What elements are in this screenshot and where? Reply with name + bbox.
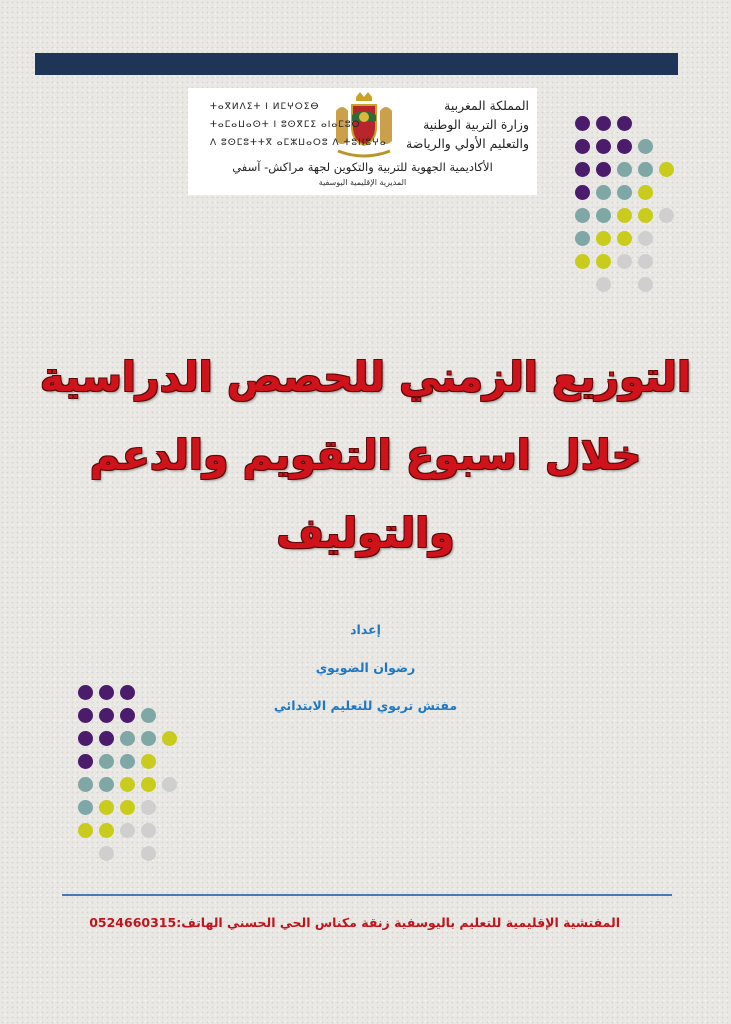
dot bbox=[141, 846, 156, 861]
institution-logo-block bbox=[188, 88, 537, 195]
dot bbox=[99, 823, 114, 838]
ministry-tifinagh bbox=[210, 98, 387, 152]
dot bbox=[575, 231, 590, 246]
dot bbox=[617, 185, 632, 200]
header-bar bbox=[35, 53, 678, 75]
footer-divider bbox=[62, 894, 672, 896]
dot bbox=[617, 231, 632, 246]
ministry-line: وزارة التربية الوطنية bbox=[423, 117, 529, 132]
ministry-line: والتعليم الأولي والرياضة bbox=[406, 136, 529, 151]
dot bbox=[638, 231, 653, 246]
dot bbox=[638, 162, 653, 177]
dot bbox=[596, 139, 611, 154]
dot bbox=[141, 708, 156, 723]
dot bbox=[141, 800, 156, 815]
dot bbox=[120, 708, 135, 723]
dot bbox=[638, 208, 653, 223]
dot bbox=[99, 777, 114, 792]
dot bbox=[596, 208, 611, 223]
dot bbox=[120, 823, 135, 838]
tifinagh-line: ⵜⴰⴳⵍⴷⵉⵜ ⵏ ⵍⵎⵖⵔⵉⴱ bbox=[210, 102, 320, 112]
dot bbox=[575, 162, 590, 177]
dot bbox=[659, 162, 674, 177]
dot bbox=[575, 116, 590, 131]
dot bbox=[141, 777, 156, 792]
dot bbox=[617, 208, 632, 223]
dot bbox=[596, 162, 611, 177]
ministry-arabic bbox=[406, 96, 529, 153]
author-name: رضوان الضويوي bbox=[315, 660, 416, 675]
dot bbox=[617, 254, 632, 269]
dot bbox=[120, 777, 135, 792]
dot bbox=[99, 846, 114, 861]
dot bbox=[99, 708, 114, 723]
dot bbox=[99, 685, 114, 700]
dot bbox=[638, 139, 653, 154]
prepared-by-label: إعداد bbox=[350, 622, 381, 637]
dot bbox=[575, 254, 590, 269]
dot bbox=[78, 708, 93, 723]
dot bbox=[78, 823, 93, 838]
dot bbox=[99, 731, 114, 746]
dot bbox=[596, 116, 611, 131]
dot bbox=[141, 823, 156, 838]
dot bbox=[596, 254, 611, 269]
dot bbox=[99, 800, 114, 815]
dot bbox=[78, 777, 93, 792]
title-line: والتوليف bbox=[276, 509, 455, 557]
title-line: خلال اسبوع التقويم والدعم bbox=[89, 431, 642, 479]
ministry-line: المملكة المغربية bbox=[444, 98, 529, 113]
dot bbox=[120, 685, 135, 700]
dot bbox=[638, 185, 653, 200]
dot bbox=[78, 800, 93, 815]
footer-address: المفتشية الإقليمية للتعليم باليوسفية زنقة مكناس الحي الحسني الهاتف:0524660315 bbox=[89, 915, 620, 930]
dot bbox=[162, 777, 177, 792]
dot bbox=[99, 754, 114, 769]
dot bbox=[141, 731, 156, 746]
title-line: التوزيع الزمني للحصص الدراسية bbox=[40, 353, 691, 401]
dot bbox=[78, 731, 93, 746]
dot bbox=[575, 185, 590, 200]
dot bbox=[575, 208, 590, 223]
dot bbox=[120, 800, 135, 815]
tifinagh-line: ⴷ ⵓⵙⵎⵓⵜⵜⴳ ⴰⵎⵣⵡⴰⵔⵓ ⴷ ⵜⵓⵏⵏⵓⵖⴰ bbox=[210, 138, 387, 148]
dot bbox=[617, 139, 632, 154]
directorate-name: المديرية الإقليمية اليوسفية bbox=[318, 178, 407, 187]
dot bbox=[162, 731, 177, 746]
author-role: مفتش تربوي للتعليم الابتدائي bbox=[273, 698, 458, 713]
dot bbox=[78, 754, 93, 769]
dot bbox=[78, 685, 93, 700]
dot bbox=[120, 731, 135, 746]
dot bbox=[596, 185, 611, 200]
dot bbox=[596, 231, 611, 246]
author-block bbox=[200, 622, 531, 736]
dot bbox=[659, 208, 674, 223]
tifinagh-line: ⵜⴰⵎⴰⵡⴰⵙⵜ ⵏ ⵓⵙⴳⵎⵉ ⴰⵏⴰⵎⵓⵔ bbox=[210, 120, 361, 130]
dot bbox=[141, 754, 156, 769]
dot bbox=[575, 139, 590, 154]
dot bbox=[596, 277, 611, 292]
dot bbox=[638, 254, 653, 269]
dot bbox=[638, 277, 653, 292]
dot bbox=[617, 162, 632, 177]
dot bbox=[617, 116, 632, 131]
dot bbox=[120, 754, 135, 769]
academy-name: الأكاديمية الجهوية للتربية والتكوين لجهة مراكش- آسفي bbox=[232, 160, 493, 174]
document-title bbox=[40, 338, 691, 572]
